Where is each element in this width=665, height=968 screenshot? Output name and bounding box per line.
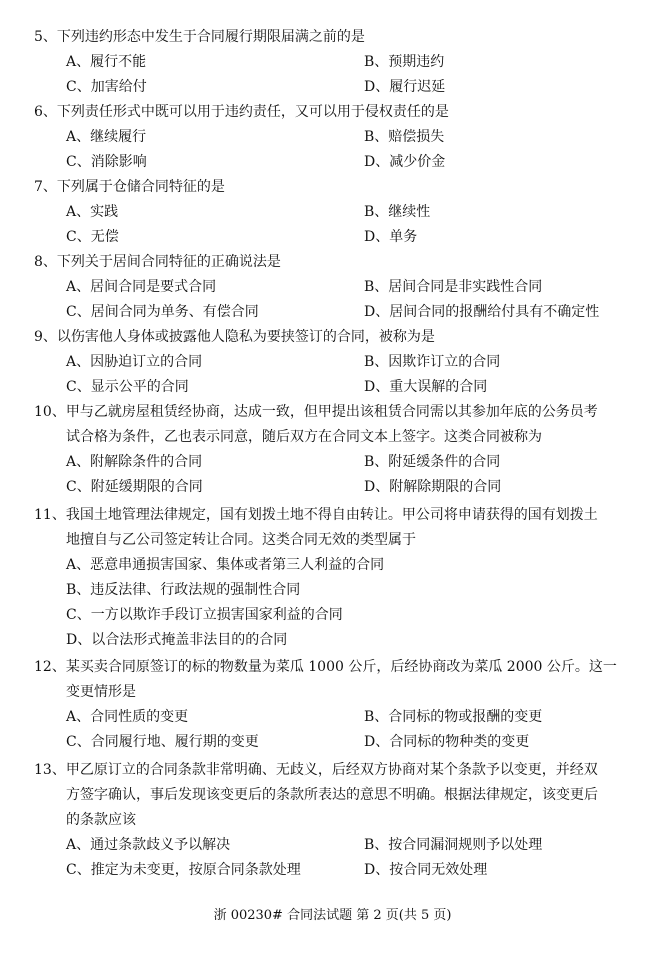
option-d: D、居间合同的报酬给付具有不确定性 bbox=[364, 304, 600, 320]
option-b: B、赔偿损失 bbox=[364, 129, 445, 145]
option-d: D、按合同无效处理 bbox=[364, 862, 488, 878]
option-c: C、显示公平的合同 bbox=[66, 379, 189, 395]
question-7 bbox=[34, 175, 646, 250]
option-grid bbox=[34, 705, 646, 755]
question-6 bbox=[34, 100, 646, 175]
question-stem-line-1: 11、我国土地管理法律规定，国有划拨土地不得自由转让。甲公司将申请获得的国有划拨土 bbox=[34, 507, 598, 523]
option-b: B、合同标的物或报酬的变更 bbox=[364, 709, 543, 725]
question-stem-line-1: 13、甲乙原订立的合同条款非常明确、无歧义，后经双方协商对某个条款予以变更，并经双 bbox=[34, 762, 598, 778]
option-d: D、重大误解的合同 bbox=[364, 379, 488, 395]
question-stem: 7、下列属于仓储合同特征的是 bbox=[34, 179, 225, 195]
option-b: B、预期违约 bbox=[364, 54, 445, 70]
option-grid bbox=[34, 275, 646, 325]
option-d: D、合同标的物种类的变更 bbox=[364, 734, 530, 750]
question-5 bbox=[34, 25, 646, 100]
option-c: C、消除影响 bbox=[66, 154, 147, 170]
option-d: D、以合法形式掩盖非法目的的合同 bbox=[66, 632, 288, 648]
option-list bbox=[34, 553, 646, 653]
option-grid bbox=[34, 833, 646, 883]
question-10 bbox=[34, 400, 646, 500]
option-grid bbox=[34, 200, 646, 250]
option-c: C、加害给付 bbox=[66, 79, 147, 95]
option-a: A、居间合同是要式合同 bbox=[66, 279, 217, 295]
question-stem-line-1: 10、甲与乙就房屋租赁经协商，达成一致，但甲提出该租赁合同需以其参加年底的公务员考 bbox=[34, 404, 598, 420]
question-12 bbox=[34, 655, 646, 755]
question-9 bbox=[34, 325, 646, 400]
page-footer: 浙 00230# 合同法试题 第 2 页(共 5 页) bbox=[213, 908, 452, 923]
option-d: D、履行迟延 bbox=[364, 79, 446, 95]
question-8 bbox=[34, 250, 646, 325]
option-a: A、实践 bbox=[66, 204, 119, 220]
option-a: A、继续履行 bbox=[66, 129, 147, 145]
option-grid bbox=[34, 50, 646, 100]
question-stem-line-2: 地擅自与乙公司签定转让合同。这类合同无效的类型属于 bbox=[66, 532, 416, 548]
question-stem: 8、下列关于居间合同特征的正确说法是 bbox=[34, 254, 281, 270]
question-stem-line-2: 方签字确认，事后发现该变更后的条款所表达的意思不明确。根据法律规定，该变更后 bbox=[66, 787, 598, 803]
option-a: A、通过条款歧义予以解决 bbox=[66, 837, 231, 853]
option-a: A、附解除条件的合同 bbox=[66, 454, 203, 470]
option-b: B、按合同漏洞规则予以处理 bbox=[364, 837, 543, 853]
question-stem-line-3: 的条款应该 bbox=[66, 812, 136, 828]
option-c: C、无偿 bbox=[66, 229, 119, 245]
option-b: B、违反法律、行政法规的强制性合同 bbox=[66, 582, 301, 598]
option-b: B、继续性 bbox=[364, 204, 431, 220]
option-c: C、一方以欺诈手段订立损害国家利益的合同 bbox=[66, 607, 343, 623]
option-d: D、附解除期限的合同 bbox=[364, 479, 502, 495]
option-b: B、附延缓条件的合同 bbox=[364, 454, 501, 470]
question-stem-line-2: 试合格为条件，乙也表示同意，随后双方在合同文本上签字。这类合同被称为 bbox=[66, 429, 542, 445]
option-a: A、因胁迫订立的合同 bbox=[66, 354, 203, 370]
option-grid bbox=[34, 450, 646, 500]
option-a: A、履行不能 bbox=[66, 54, 147, 70]
question-11 bbox=[34, 503, 646, 653]
option-a: A、恶意串通损害国家、集体或者第三人利益的合同 bbox=[66, 557, 385, 573]
option-a: A、合同性质的变更 bbox=[66, 709, 189, 725]
question-stem: 6、下列责任形式中既可以用于违约责任，又可以用于侵权责任的是 bbox=[34, 104, 449, 120]
option-b: B、因欺诈订立的合同 bbox=[364, 354, 501, 370]
question-stem: 9、以伤害他人身体或披露他人隐私为要挟签订的合同，被称为是 bbox=[34, 329, 435, 345]
question-stem-line-2: 变更情形是 bbox=[66, 684, 136, 700]
option-grid bbox=[34, 125, 646, 175]
option-b: B、居间合同是非实践性合同 bbox=[364, 279, 543, 295]
option-c: C、居间合同为单务、有偿合同 bbox=[66, 304, 259, 320]
option-grid bbox=[34, 350, 646, 400]
option-d: D、减少价金 bbox=[364, 154, 446, 170]
option-c: C、推定为未变更，按原合同条款处理 bbox=[66, 862, 301, 878]
option-c: C、合同履行地、履行期的变更 bbox=[66, 734, 259, 750]
option-d: D、单务 bbox=[364, 229, 418, 245]
question-stem-line-1: 12、某买卖合同原签订的标的物数量为菜瓜 1000 公斤，后经协商改为菜瓜 2000 公斤。这一 bbox=[34, 659, 617, 675]
question-13 bbox=[34, 758, 646, 883]
option-c: C、附延缓期限的合同 bbox=[66, 479, 203, 495]
question-stem: 5、下列违约形态中发生于合同履行期限届满之前的是 bbox=[34, 29, 365, 45]
